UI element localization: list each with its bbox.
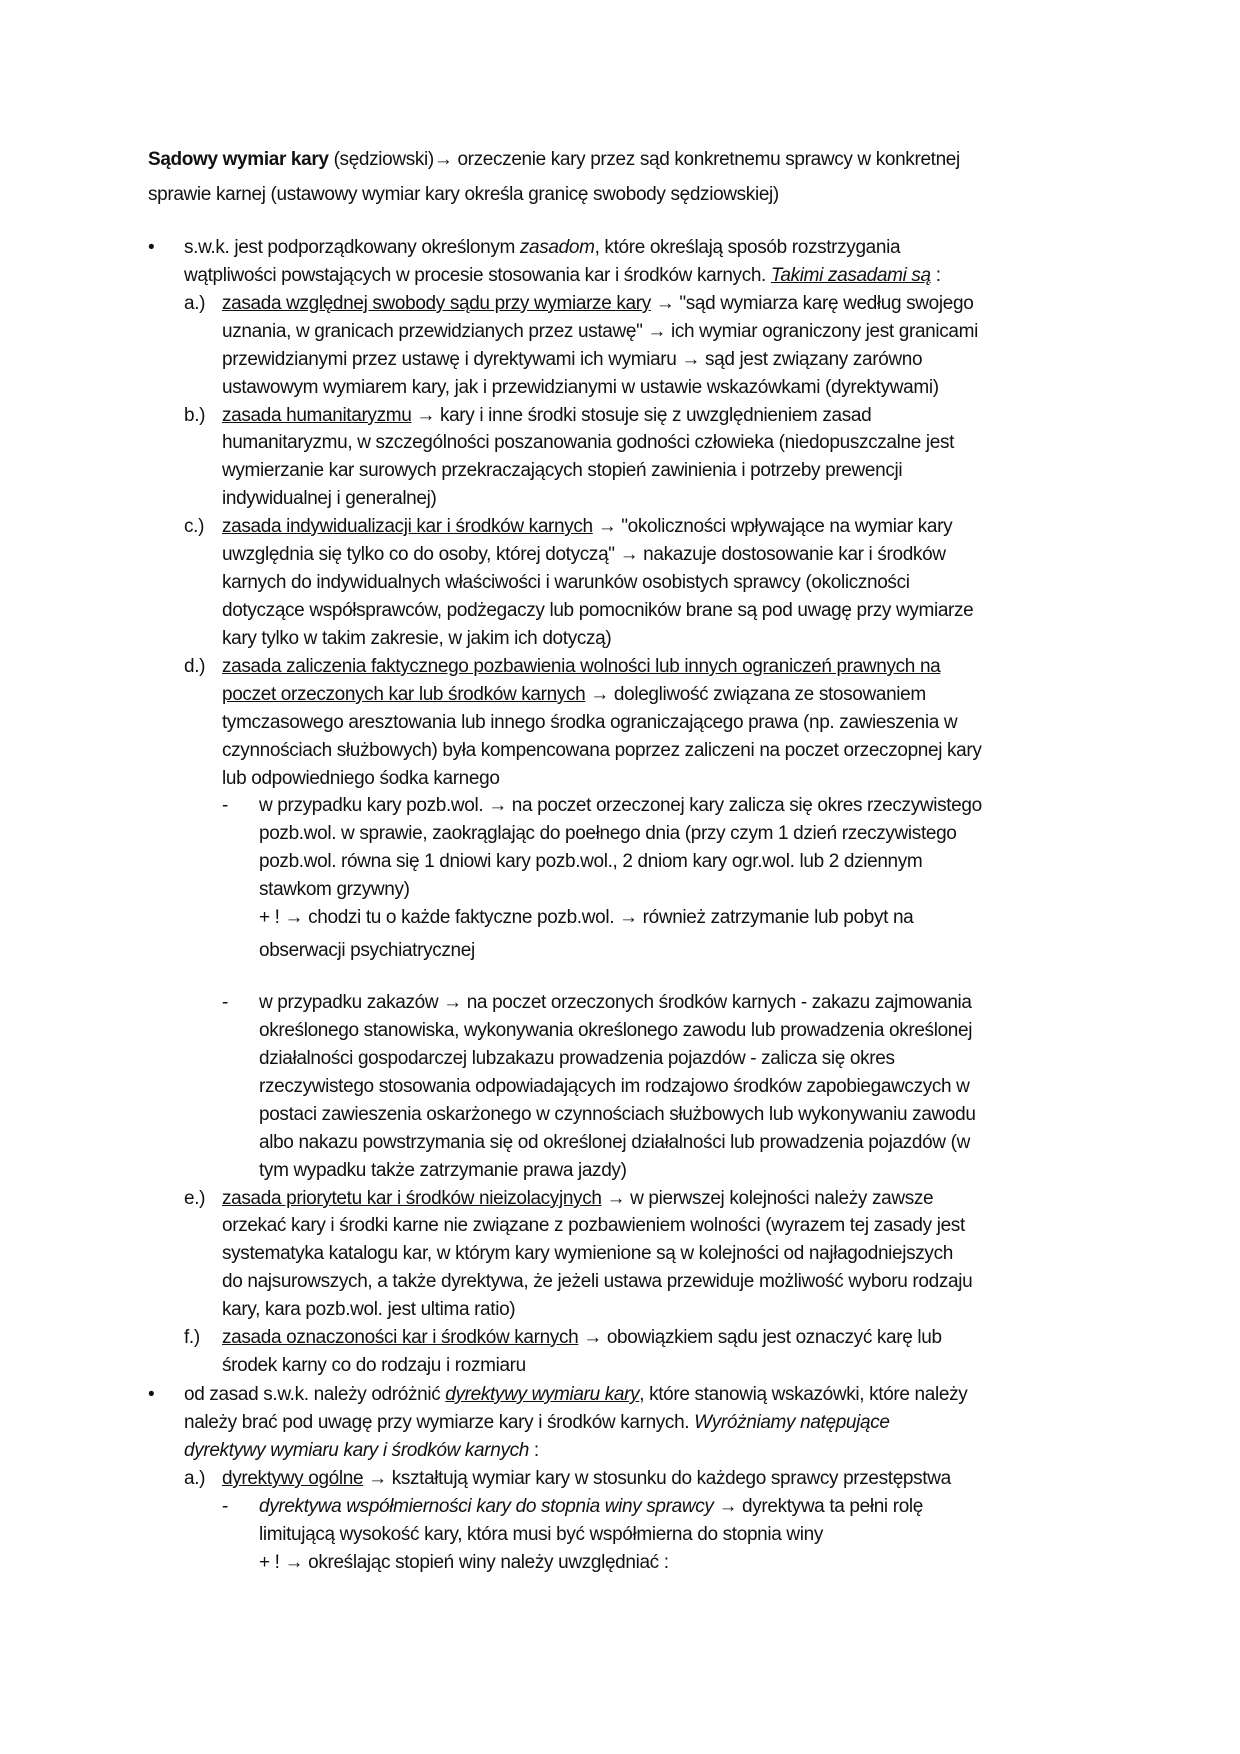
text-segment: → "okoliczności wpływające na wymiar kary — [592, 516, 953, 537]
text-line — [222, 515, 952, 539]
text-segment: → w pierwszej kolejności należy zawsze — [601, 1188, 934, 1209]
text-segment: pozb.wol. w sprawie, zaokrąglając do poełnego dnia (przy czym 1 dzień rzeczywistego — [259, 823, 957, 844]
text-line — [222, 292, 973, 316]
text-line — [184, 1383, 967, 1407]
text-segment: tym wypadku także zatrzymanie prawa jazdy) — [259, 1160, 627, 1181]
text-segment: należy brać pod uwagę przy wymiarze kary i środków karnych. — [184, 1412, 695, 1433]
list-label: f.) — [184, 1327, 200, 1348]
dash-marker: - — [222, 992, 228, 1013]
text-segment: lub odpowiedniego śodka karnego — [222, 768, 500, 789]
text-line — [222, 1298, 515, 1322]
text-segment: dotyczące współsprawców, podżegaczy lub pomocników brane są pod uwagę przy wymiarze — [222, 600, 974, 621]
list-label: b.) — [184, 405, 206, 426]
list-label: e.) — [184, 1188, 206, 1209]
text-line — [259, 939, 475, 963]
heading-line — [148, 183, 779, 207]
emphasis: Wyróżniamy natępujące — [694, 1412, 890, 1433]
text-line — [259, 1019, 972, 1043]
text-line — [259, 1523, 823, 1547]
text-segment: systematyka katalogu kar, w którym kary wymienione są w kolejności od najłagodniejszych — [222, 1243, 953, 1264]
list-label: a.) — [184, 1468, 206, 1489]
text-line — [259, 1131, 970, 1155]
text-line — [184, 264, 941, 288]
text-segment: → dolegliwość związana ze stosowaniem — [585, 684, 926, 705]
text-line — [222, 348, 922, 372]
text-line — [222, 320, 978, 344]
text-line — [222, 459, 902, 483]
underlined-heading: zasada zaliczenia faktycznego pozbawienia wolności lub innych ograniczeń prawnych na — [222, 656, 941, 677]
text-segment: → kształtują wymiar kary w stosunku do każdego sprawcy przestępstwa — [363, 1468, 951, 1489]
text-segment: wymierzanie kar surowych przekraczających stopień zawinienia i potrzeby prewencji — [222, 460, 903, 481]
text-segment: : — [528, 1440, 539, 1461]
text-line — [222, 487, 436, 511]
text-line — [222, 655, 940, 679]
emphasis-underlined: dyrektywy wymiaru kary — [445, 1384, 640, 1405]
text-segment: czynnościach służbowych) była kompencowana poprzez zaliczeni na poczet orzeczopnej kary — [222, 740, 982, 761]
text-line — [259, 1047, 895, 1071]
text-line — [222, 683, 926, 707]
text-segment: kary tylko w takim zakresie, w jakim ich dotyczą) — [222, 628, 612, 649]
text-line — [222, 599, 973, 623]
text-line — [259, 850, 922, 874]
text-segment: s.w.k. jest podporządkowany określonym — [184, 237, 520, 258]
text-segment: do najsurowszych, a także dyrektywa, że jeżeli ustawa przewiduje możliwość wyboru rodzaju — [222, 1271, 973, 1292]
text-line — [222, 404, 871, 428]
text-line — [259, 1075, 970, 1099]
text-segment: (sędziowski)→ orzeczenie kary przez sąd konkretnemu sprawcy w konkretnej — [328, 149, 960, 170]
list-label: a.) — [184, 293, 206, 314]
text-line — [222, 1354, 526, 1378]
emphasis: dyrektywy wymiaru kary i środków karnych — [184, 1440, 529, 1461]
text-segment: od zasad s.w.k. należy odróżnić — [184, 1384, 446, 1405]
text-segment: → "sąd wymiarza karę według swojego — [650, 293, 974, 314]
text-line — [222, 1187, 933, 1211]
text-segment: ustawowym wymiarem kary, jak i przewidzianymi w ustawie wskazówkami (dyrektywami) — [222, 377, 939, 398]
text-line — [222, 739, 982, 763]
text-line — [222, 1467, 951, 1491]
text-segment: + ! → określając stopień winy należy uwzględniać : — [259, 1552, 669, 1573]
text-line — [259, 878, 410, 902]
text-line — [222, 431, 954, 455]
text-segment: → kary i inne środki stosuje się z uwzględnieniem zasad — [411, 405, 872, 426]
text-segment: działalności gospodarczej lubzakazu prowadzenia pojazdów - zalicza się okres — [259, 1048, 895, 1069]
text-segment: karnych do indywidualnych właściwości i warunków osobistych sprawcy (okoliczności — [222, 572, 910, 593]
dash-marker: - — [222, 1496, 228, 1517]
dash-marker: - — [222, 795, 228, 816]
text-line — [259, 822, 957, 846]
text-line — [222, 1242, 953, 1266]
underlined-heading: zasada względnej swobody sądu przy wymiarze kary — [222, 293, 651, 314]
bullet-marker: • — [148, 1384, 155, 1405]
text-segment: tymczasowego aresztowania lub innego środka ograniczającego prawa (np. zawieszenia w — [222, 712, 958, 733]
text-line — [222, 376, 939, 400]
text-segment: sprawie karnej (ustawowy wymiar kary określa granicę swobody sędziowskiej) — [148, 184, 779, 205]
text-line — [222, 1214, 965, 1238]
text-line — [259, 1495, 923, 1519]
text-line — [222, 1270, 972, 1294]
underlined-heading: dyrektywy ogólne — [222, 1468, 364, 1489]
text-segment: → dyrektywa ta pełni rolę — [713, 1496, 924, 1517]
text-segment: + ! → chodzi tu o każde faktyczne pozb.wol. → również zatrzymanie lub pobyt na — [259, 907, 914, 928]
text-segment: indywidualnej i generalnej) — [222, 488, 437, 509]
text-segment: postaci zawieszenia oskarżonego w czynnościach służbowych lub wykonywaniu zawodu — [259, 1104, 976, 1125]
text-line — [222, 627, 611, 651]
text-segment: humanitaryzmu, w szczególności poszanowania godności człowieka (niedopuszczalne jest — [222, 432, 955, 453]
bullet-marker: • — [148, 237, 155, 258]
text-line — [259, 1159, 627, 1183]
heading-line — [148, 148, 960, 172]
underlined-heading: zasada indywidualizacji kar i środków karnych — [222, 516, 593, 537]
text-line — [259, 906, 913, 930]
underlined-heading: poczet orzeczonych kar lub środków karnych — [222, 684, 586, 705]
text-segment: w przypadku kary pozb.wol. → na poczet orzeczonej kary zalicza się okres rzeczywistego — [259, 795, 982, 816]
text-line — [222, 571, 910, 595]
text-segment: , które określają sposób rozstrzygania — [594, 237, 901, 258]
text-line — [259, 794, 982, 818]
underlined-heading: zasada priorytetu kar i środków nieizolacyjnych — [222, 1188, 602, 1209]
text-line — [222, 711, 957, 735]
text-segment: pozb.wol. równa się 1 dniowi kary pozb.wol., 2 dniom kary ogr.wol. lub 2 dziennym — [259, 851, 923, 872]
text-segment: uwzględnia się tylko co do osoby, której dotyczą" → nakazuje dostosowanie kar i środków — [222, 544, 946, 565]
text-segment: w przypadku zakazów → na poczet orzeczonych środków karnych - zakazu zajmowania — [259, 992, 972, 1013]
bold-term: Sądowy wymiar kary — [148, 149, 329, 170]
text-line — [259, 1551, 669, 1575]
list-label: d.) — [184, 656, 206, 677]
text-segment: środek karny co do rodzaju i rozmiaru — [222, 1355, 526, 1376]
text-segment: wątpliwości powstających w procesie stosowania kar i środków karnych. — [184, 265, 771, 286]
underlined-heading: zasada oznaczoności kar i środków karnych — [222, 1327, 579, 1348]
text-segment: albo nakazu powstrzymania się od określonej działalności lub prowadzenia pojazdów (w — [259, 1132, 970, 1153]
text-segment: obserwacji psychiatrycznej — [259, 940, 475, 961]
underlined-heading: zasada humanitaryzmu — [222, 405, 412, 426]
text-line — [222, 1326, 942, 1350]
text-segment: , które stanowią wskazówki, które należy — [639, 1384, 968, 1405]
text-line — [222, 767, 500, 791]
emphasis: dyrektywa współmierności kary do stopnia winy sprawcy — [259, 1496, 714, 1517]
text-segment: : — [930, 265, 941, 286]
text-line — [184, 236, 900, 260]
text-segment: stawkom grzywny) — [259, 879, 410, 900]
text-segment: limitującą wysokość kary, która musi być współmierna do stopnia winy — [259, 1524, 824, 1545]
text-line — [222, 543, 946, 567]
emphasis-underlined: Takimi zasadami są — [770, 265, 931, 286]
text-segment: przewidzianymi przez ustawę i dyrektywami ich wymiaru → sąd jest związany zarówno — [222, 349, 923, 370]
text-segment: określonego stanowiska, wykonywania określonego zawodu lub prowadzenia określonej — [259, 1020, 973, 1041]
text-line — [184, 1411, 890, 1435]
text-line — [184, 1439, 539, 1463]
text-line — [259, 1103, 976, 1127]
emphasis: zasadom — [519, 237, 595, 258]
text-segment: → obowiązkiem sądu jest oznaczyć karę lub — [578, 1327, 942, 1348]
text-segment: kary, kara pozb.wol. jest ultima ratio) — [222, 1299, 516, 1320]
text-segment: uznania, w granicach przewidzianych przez ustawę" → ich wymiar ograniczony jest granicami — [222, 321, 978, 342]
list-label: c.) — [184, 516, 205, 537]
text-line — [259, 991, 972, 1015]
text-segment: rzeczywistego stosowania odpowiadających im rodzajowo środków zapobiegawczych w — [259, 1076, 970, 1097]
text-segment: orzekać kary i środki karne nie związane z pozbawieniem wolności (wyrazem tej zasady jest — [222, 1215, 965, 1236]
